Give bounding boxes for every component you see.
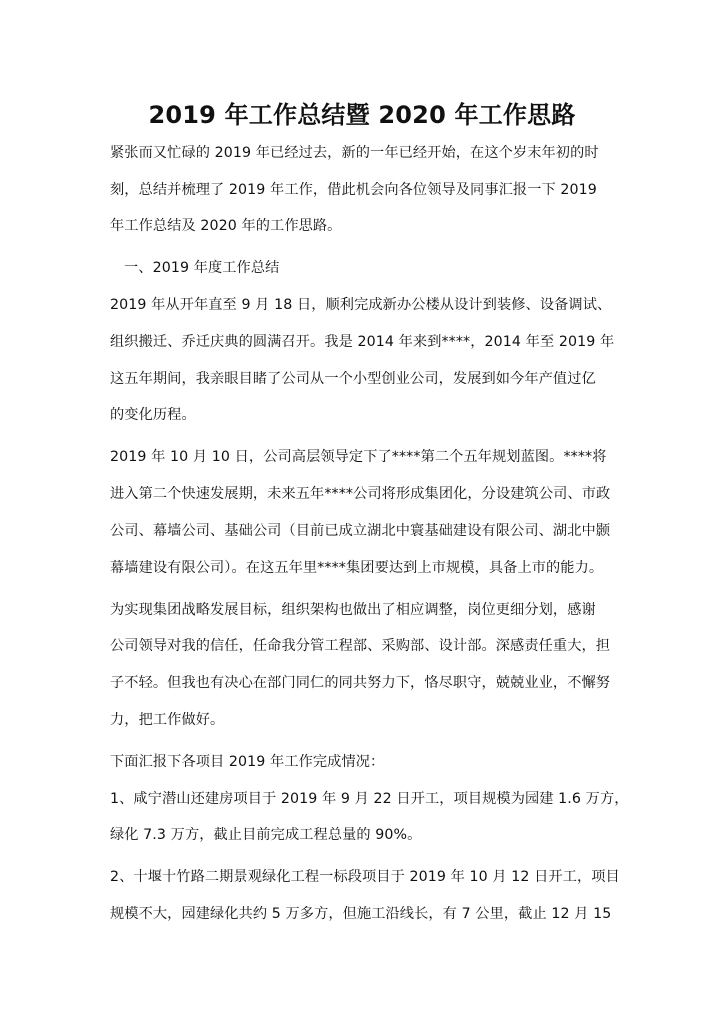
list-item-line: 2、十堰十竹路二期景观绿化工程一标段项目于 2019 年 10 月 12 日开工，项目 <box>110 869 620 885</box>
paragraph-line: 进入第二个快速发展期，未来五年****公司将形成集团化，分设建筑公司、市政 <box>110 486 611 502</box>
paragraph-line: 公司、幕墙公司、基础公司（目前已成立湖北中寰基础建设有限公司、湖北中颢 <box>110 523 611 539</box>
paragraph-line: 2019 年从开年直至 9 月 18 日，顺利完成新办公楼从设计到装修、设备调试、 <box>110 297 612 313</box>
paragraph-line: 紧张而又忙碌的 2019 年已经过去，新的一年已经开始，在这个岁末年初的时 <box>110 145 599 161</box>
paragraph-line: 刻，总结并梳理了 2019 年工作，借此机会向各位领导及同事汇报一下 2019 <box>110 182 597 198</box>
paragraph-line: 为实现集团战略发展目标，组织架构也做出了相应调整，岗位更细分划，感谢 <box>110 602 596 618</box>
paragraph-line: 组织搬迁、乔迁庆典的圆满召开。我是 2014 年来到****，2014 年至 2019 年 <box>110 334 615 350</box>
paragraph-line: 的变化历程。 <box>110 407 196 423</box>
section-heading: 一、2019 年度工作总结 <box>124 260 280 276</box>
paragraph-line: 2019 年 10 月 10 日，公司高层领导定下了****第二个五年规划蓝图。****将 <box>110 449 607 465</box>
paragraph-line: 幕墙建设有限公司）。在这五年里****集团要达到上市规模，具备上市的能力。 <box>110 560 604 576</box>
paragraph-line: 下面汇报下各项目 2019 年工作完成情况： <box>110 754 385 770</box>
paragraph-line: 子不轻。但我也有决心在部门同仁的同共努力下，恪尽职守，兢兢业业，不懈努 <box>110 675 611 691</box>
document-title: 2019 年工作总结暨 2020 年工作思路 <box>148 101 576 129</box>
paragraph-line: 年工作总结及 2020 年的工作思路。 <box>110 218 342 234</box>
paragraph-line: 公司领导对我的信任，任命我分管工程部、采购部、设计部。深感责任重大，担 <box>110 638 611 654</box>
list-item-line: 1、咸宁潜山还建房项目于 2019 年 9 月 22 日开工，项目规模为园建 1.6 万方， <box>110 791 629 807</box>
list-item-line: 规模不大，园建绿化共约 5 万多方，但施工沿线长，有 7 公里，截止 12 月 15 <box>110 906 612 922</box>
paragraph-line: 这五年期间，我亲眼目睹了公司从一个小型创业公司，发展到如今年产值过亿 <box>110 371 596 387</box>
paragraph-line: 力，把工作做好。 <box>110 712 225 728</box>
list-item-line: 绿化 7.3 万方，截止目前完成工程总量的 90%。 <box>110 827 422 843</box>
